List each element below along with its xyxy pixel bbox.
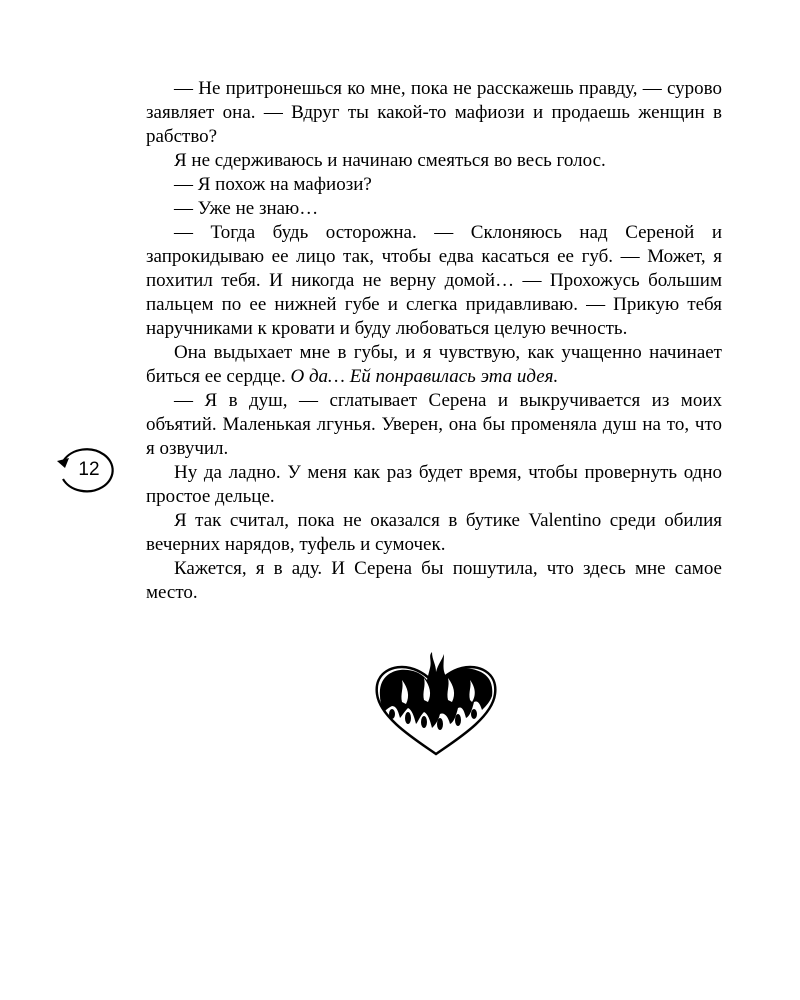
paragraph: — Тогда будь осторожна. — Склоняюсь над Сереной и запрокидываю ее лицо так, чтобы едва касаться ее губ. — Может, я похитил тебя. И никогда не верну домой… — Прохожусь большим пальцем по ее нижней губе и слегка придавливаю. — Прикую тебя наручниками к кровати и буду любоваться целую вечность. <box>146 222 722 339</box>
paragraph: Ну да ладно. У меня как раз будет время, чтобы провернуть одно простое дельце. <box>146 462 722 507</box>
italic-thought: О да… Ей понравилась эта идея. <box>290 366 559 387</box>
page-text <box>146 77 722 605</box>
paragraph: — Уже не знаю… <box>174 198 319 219</box>
paragraph: Я не сдерживаюсь и начинаю смеяться во весь голос. <box>174 150 606 171</box>
paragraph: Я так считал, пока не оказался в бутике Valentino среди обилия вечерних нарядов, туфель и сумочек. <box>146 510 722 555</box>
paragraph: — Я похож на мафиози? <box>174 174 372 195</box>
paragraph-with-italic <box>146 341 722 389</box>
paragraph-text: Она выдыхает мне в губы, и я чувствую, как учащенно начинает биться ее сердце. <box>146 342 722 387</box>
paragraph: — Я в душ, — сглатывает Серена и выкручивается из моих объятий. Маленькая лгунья. Уверен, она бы променяла душ на то, что я озвучил. <box>146 390 722 459</box>
page-number: 12 <box>78 459 100 480</box>
page-number-badge <box>56 446 118 496</box>
flaming-heart-icon <box>372 650 500 760</box>
paragraph: Кажется, я в аду. И Серена бы пошутила, что здесь мне самое место. <box>146 558 722 603</box>
paragraph: — Не притронешься ко мне, пока не расскажешь правду, — сурово заявляет она. — Вдруг ты какой-то мафиози и продаешь женщин в рабство? <box>146 78 722 147</box>
